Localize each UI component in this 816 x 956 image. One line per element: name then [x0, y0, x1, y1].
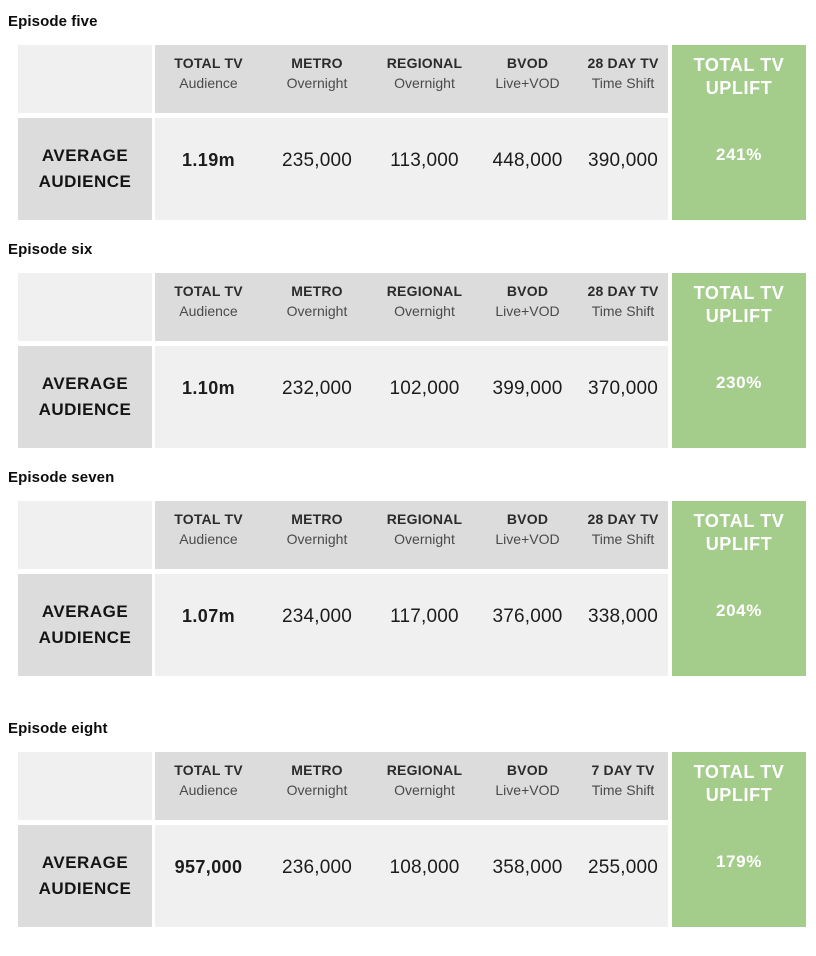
column-header-total-tv	[155, 501, 262, 569]
column-header-metro	[262, 752, 372, 820]
row-label-column	[18, 273, 152, 448]
value-total-tv: 1.19m	[181, 150, 236, 170]
value-bvod: 399,000	[492, 377, 563, 399]
value-metro: 235,000	[281, 149, 353, 171]
total-tv-uplift-column	[672, 273, 806, 448]
audience-table	[18, 273, 806, 448]
episode-title: Episode eight	[8, 720, 108, 737]
row-label-column	[18, 501, 152, 676]
uplift-title-line2: UPLIFT	[705, 78, 773, 99]
column-header-timeshift	[578, 501, 668, 569]
table-data-row	[155, 118, 668, 220]
value-bvod: 358,000	[492, 856, 563, 878]
uplift-title-line1: TOTAL TV	[693, 511, 785, 531]
uplift-title	[672, 752, 806, 808]
header-title: METRO	[291, 762, 343, 778]
header-title: REGIONAL	[386, 55, 463, 71]
column-header-regional	[372, 752, 477, 820]
header-title: BVOD	[506, 511, 549, 527]
corner-cell	[18, 45, 152, 113]
uplift-title-line1: TOTAL TV	[693, 762, 785, 782]
header-subtitle: Live+VOD	[495, 531, 560, 548]
header-title: TOTAL TV	[174, 55, 243, 71]
uplift-title-line2: UPLIFT	[705, 534, 773, 555]
table-data-row	[155, 346, 668, 448]
column-header-bvod	[477, 273, 578, 341]
total-tv-uplift-column	[672, 45, 806, 220]
table-data-row	[155, 825, 668, 927]
header-subtitle: Time Shift	[591, 531, 655, 548]
audience-table	[18, 752, 806, 927]
header-title: BVOD	[506, 55, 549, 71]
header-title: 28 DAY TV	[587, 283, 659, 299]
header-subtitle: Overnight	[286, 531, 348, 548]
header-subtitle: Overnight	[394, 75, 455, 92]
header-subtitle: Time Shift	[591, 303, 655, 320]
row-label-line1: AVERAGE	[41, 852, 129, 872]
uplift-percentage: 230%	[716, 373, 762, 392]
uplift-percentage: 204%	[716, 601, 762, 620]
header-title: REGIONAL	[386, 283, 463, 299]
episode-title: Episode five	[8, 13, 98, 30]
column-header-bvod	[477, 752, 578, 820]
value-total-tv: 1.10m	[181, 378, 236, 398]
column-header-metro	[262, 501, 372, 569]
episode-eight-section	[0, 720, 816, 927]
value-bvod: 448,000	[492, 149, 563, 171]
row-label-line1: AVERAGE	[41, 373, 129, 393]
value-metro: 232,000	[281, 377, 353, 399]
header-title: BVOD	[506, 283, 549, 299]
table-header-row	[155, 501, 668, 569]
header-title: TOTAL TV	[174, 762, 243, 778]
header-title: REGIONAL	[386, 511, 463, 527]
header-title: TOTAL TV	[174, 511, 243, 527]
column-header-regional	[372, 273, 477, 341]
column-header-bvod	[477, 501, 578, 569]
header-title: 7 DAY TV	[591, 762, 655, 778]
column-header-timeshift	[578, 273, 668, 341]
column-header-timeshift	[578, 752, 668, 820]
average-audience-label	[18, 346, 152, 448]
header-subtitle: Live+VOD	[495, 303, 560, 320]
value-timeshift: 338,000	[587, 605, 659, 627]
uplift-title-line2: UPLIFT	[705, 306, 773, 327]
average-audience-label	[18, 825, 152, 927]
value-total-tv: 1.07m	[181, 606, 236, 626]
episode-title: Episode six	[8, 241, 93, 258]
header-subtitle: Audience	[179, 531, 238, 548]
uplift-title	[672, 273, 806, 329]
column-header-regional	[372, 501, 477, 569]
header-subtitle: Overnight	[394, 782, 455, 799]
table-data-row	[155, 574, 668, 676]
row-label-line1: AVERAGE	[41, 145, 129, 165]
episode-six-section	[0, 241, 816, 448]
header-subtitle: Live+VOD	[495, 782, 560, 799]
header-subtitle: Overnight	[286, 303, 348, 320]
header-title: REGIONAL	[386, 762, 463, 778]
table-header-row	[155, 45, 668, 113]
value-bvod: 376,000	[492, 605, 563, 627]
column-header-total-tv	[155, 45, 262, 113]
metrics-columns	[155, 752, 668, 927]
average-audience-label	[18, 574, 152, 676]
value-regional: 117,000	[390, 605, 459, 627]
row-label-line2: AUDIENCE	[38, 400, 132, 419]
total-tv-uplift-column	[672, 501, 806, 676]
column-header-metro	[262, 45, 372, 113]
value-metro: 234,000	[281, 605, 353, 627]
header-subtitle: Time Shift	[591, 782, 655, 799]
uplift-title-line2: UPLIFT	[705, 785, 773, 806]
header-subtitle: Audience	[179, 75, 238, 92]
header-subtitle: Time Shift	[591, 75, 655, 92]
header-subtitle: Audience	[179, 303, 238, 320]
audience-table	[18, 501, 806, 676]
row-label-line2: AUDIENCE	[38, 628, 132, 647]
episode-five-section	[0, 13, 816, 220]
value-regional: 113,000	[390, 149, 459, 171]
value-timeshift: 390,000	[587, 149, 659, 171]
row-label-line2: AUDIENCE	[38, 172, 132, 191]
metrics-columns	[155, 501, 668, 676]
average-audience-label	[18, 118, 152, 220]
audience-table	[18, 45, 806, 220]
header-title: METRO	[291, 511, 343, 527]
table-header-row	[155, 752, 668, 820]
header-subtitle: Live+VOD	[495, 75, 560, 92]
column-header-regional	[372, 45, 477, 113]
uplift-title	[672, 45, 806, 101]
header-title: 28 DAY TV	[587, 511, 659, 527]
value-metro: 236,000	[281, 856, 353, 878]
episode-title: Episode seven	[8, 469, 115, 486]
header-title: METRO	[291, 55, 343, 71]
header-subtitle: Overnight	[394, 531, 455, 548]
uplift-percentage: 179%	[716, 852, 762, 871]
row-label-column	[18, 45, 152, 220]
value-regional: 102,000	[389, 377, 460, 399]
uplift-title-line1: TOTAL TV	[693, 55, 785, 75]
column-header-total-tv	[155, 752, 262, 820]
header-subtitle: Audience	[179, 782, 238, 799]
uplift-percentage: 241%	[716, 145, 762, 164]
episode-seven-section	[0, 469, 816, 676]
corner-cell	[18, 501, 152, 569]
column-header-bvod	[477, 45, 578, 113]
header-subtitle: Overnight	[394, 303, 455, 320]
column-header-total-tv	[155, 273, 262, 341]
row-label-line2: AUDIENCE	[38, 879, 132, 898]
column-header-metro	[262, 273, 372, 341]
header-title: TOTAL TV	[174, 283, 243, 299]
header-title: 28 DAY TV	[587, 55, 659, 71]
uplift-title-line1: TOTAL TV	[693, 283, 785, 303]
total-tv-uplift-column	[672, 752, 806, 927]
uplift-title	[672, 501, 806, 557]
column-header-timeshift	[578, 45, 668, 113]
header-subtitle: Overnight	[286, 75, 348, 92]
metrics-columns	[155, 45, 668, 220]
row-label-column	[18, 752, 152, 927]
value-total-tv: 957,000	[174, 857, 243, 877]
value-timeshift: 255,000	[587, 856, 659, 878]
header-title: BVOD	[506, 762, 549, 778]
corner-cell	[18, 273, 152, 341]
value-regional: 108,000	[389, 856, 460, 878]
row-label-line1: AVERAGE	[41, 601, 129, 621]
value-timeshift: 370,000	[587, 377, 659, 399]
header-title: METRO	[291, 283, 343, 299]
table-header-row	[155, 273, 668, 341]
header-subtitle: Overnight	[286, 782, 348, 799]
metrics-columns	[155, 273, 668, 448]
corner-cell	[18, 752, 152, 820]
